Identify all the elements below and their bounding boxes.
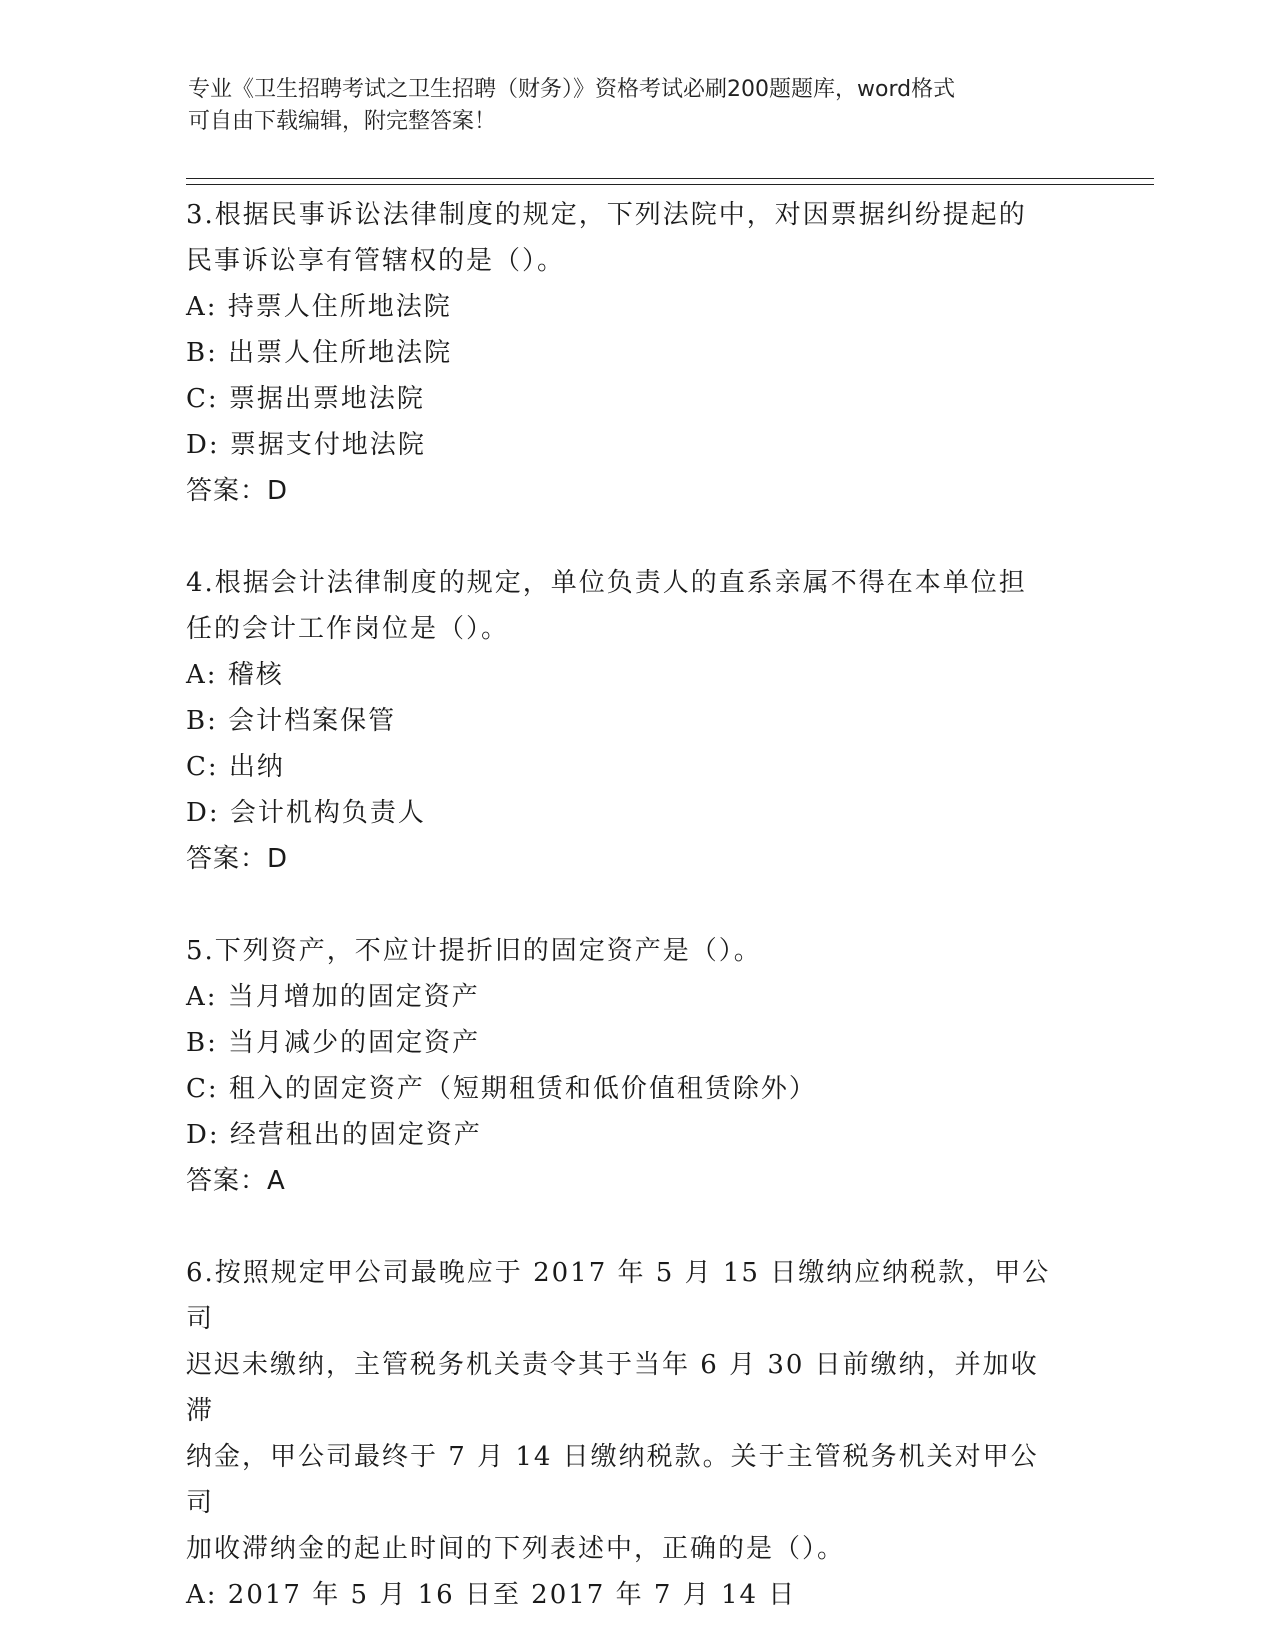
option-a: A: 持票人住所地法院 <box>186 292 452 322</box>
header-line-2: 可自由下载编辑，附完整答案！ <box>188 109 497 134</box>
question-text: 3.根据民事诉讼法律制度的规定，下列法院中，对因票据纠纷提起的 民事诉讼享有管辖权的是（）。 <box>186 200 1027 276</box>
question-4 <box>186 560 1086 882</box>
option-c: C: 票据出票地法院 <box>186 384 425 414</box>
option-d: D: 经营租出的固定资产 <box>186 1120 482 1150</box>
option-b: B: 出票人住所地法院 <box>186 338 453 368</box>
header-divider-top <box>186 178 1154 179</box>
option-d: D: 票据支付地法院 <box>186 430 426 460</box>
question-text: 5.下列资产，不应计提折旧的固定资产是（）。 <box>186 936 762 966</box>
question-5 <box>186 928 1086 1204</box>
header-divider-bottom <box>186 184 1154 185</box>
spacer <box>186 882 1086 928</box>
question-6 <box>186 1250 1086 1618</box>
spacer <box>186 1204 1086 1250</box>
option-c: C: 出纳 <box>186 752 285 782</box>
spacer <box>186 514 1086 560</box>
option-b: B: 会计档案保管 <box>186 706 397 736</box>
option-d: D: 会计机构负责人 <box>186 798 426 828</box>
option-a: A: 稽核 <box>186 660 284 690</box>
question-list <box>186 192 1086 1618</box>
header-line-1: 专业《卫生招聘考试之卫生招聘（财务）》资格考试必刷200题题库，word格式 <box>188 77 956 102</box>
option-a: A: 当月增加的固定资产 <box>186 982 480 1012</box>
option-c: C: 租入的固定资产（短期租赁和低价值租赁除外） <box>186 1074 817 1104</box>
question-text: 4.根据会计法律制度的规定，单位负责人的直系亲属不得在本单位担 任的会计工作岗位是（）。 <box>186 568 1027 644</box>
option-b: B: 当月减少的固定资产 <box>186 1028 481 1058</box>
question-text: 6.按照规定甲公司最晚应于 2017 年 5 月 15 日缴纳应纳税款，甲公司 迟迟未缴纳，主管税务机关责令其于当年 6 月 30 日前缴纳，并加收滞 纳金，甲公司最终于 7 月 14 日缴纳税款。关于主管税务机关对甲公司 加收滞纳金的起止时间的下列表述中，正确的是（）。 <box>186 1258 1051 1564</box>
question-3 <box>186 192 1086 514</box>
answer: 答案：A <box>186 1166 286 1196</box>
option-a: A: 2017 年 5 月 16 日至 2017 年 7 月 14 日 <box>186 1580 797 1610</box>
document-header <box>188 74 1068 138</box>
answer: 答案：D <box>186 844 289 874</box>
answer: 答案：D <box>186 476 289 506</box>
